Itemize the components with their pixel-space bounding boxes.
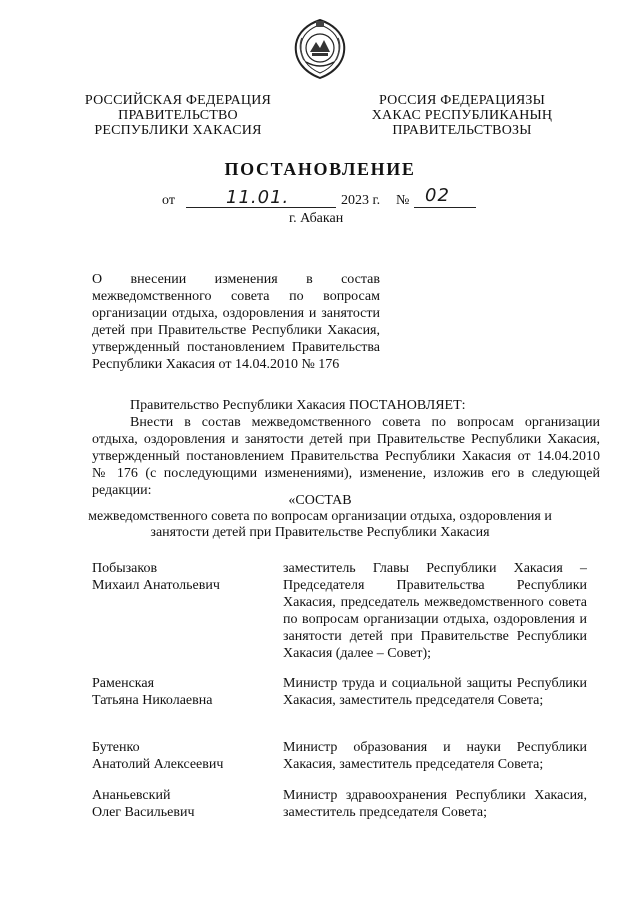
composition-title-line: «СОСТАВ <box>288 493 352 508</box>
member-surname: Ананьевский <box>92 788 171 803</box>
subject-line: организации отдыха, оздоровления и занятости <box>92 306 380 321</box>
coat-of-arms-emblem <box>292 18 348 80</box>
header-left-line: РОССИЙСКАЯ ФЕДЕРАЦИЯ <box>84 93 272 108</box>
member-role <box>283 675 587 709</box>
role-line: заместитель председателя Совета; <box>283 805 487 820</box>
document-type-title: ПОСТАНОВЛЕНИЕ <box>224 159 416 179</box>
subject-line: утвержденный постановлением Правительства <box>92 340 380 355</box>
role-line: Хакасия, заместитель председателя Совета; <box>283 757 544 772</box>
date-year-label: 2023 г. <box>341 193 381 208</box>
document-subject <box>92 271 380 373</box>
number-underline <box>414 207 476 208</box>
body-line: отдыха, оздоровления и занятости детей при Правительстве Республики Хакасия, <box>92 432 600 447</box>
header-right-line: РОССИЯ ФЕДЕРАЦИЯЗЫ <box>378 93 546 108</box>
role-line: Хакасия, заместитель председателя Совета; <box>283 693 544 708</box>
composition-title-line: занятости детей при Правительстве Республики Хакасия <box>150 525 490 540</box>
body-line: утвержденный постановлением Правительства Республики Хакасия от 14.04.2010 <box>92 449 600 464</box>
resolution-body <box>92 414 600 499</box>
composition-title-line: межведомственного совета по вопросам организации отдыха, оздоровления и <box>88 509 552 524</box>
subject-line: О внесении изменения в состав <box>92 272 380 287</box>
header-left-line: ПРАВИТЕЛЬСТВО <box>118 108 238 123</box>
header-right <box>364 93 560 138</box>
member-surname: Бутенко <box>92 740 140 755</box>
member-name <box>92 739 223 773</box>
member-role <box>283 560 587 662</box>
role-line: Хакасия (далее – Совет); <box>283 646 432 661</box>
city-label: г. Абакан <box>289 211 344 226</box>
body-line: Внести в состав межведомственного совета по вопросам организации <box>130 415 600 430</box>
role-line: Председателя Правительства Республики <box>283 578 587 593</box>
member-name <box>92 787 195 821</box>
header-left-line: РЕСПУБЛИКИ ХАКАСИЯ <box>94 123 262 138</box>
number-label: № <box>396 193 410 208</box>
role-line: Министр труда и социальной защиты Республики <box>283 676 587 691</box>
header-left <box>82 93 274 138</box>
member-given-names: Татьяна Николаевна <box>92 693 213 708</box>
member-given-names: Анатолий Алексеевич <box>92 757 224 772</box>
composition-title <box>0 493 640 541</box>
header-right-line: ХАКАС РЕСПУБЛИКАНЫҢ <box>371 108 553 123</box>
role-line: заместитель Главы Республики Хакасия – <box>283 561 587 576</box>
member-given-names: Олег Васильевич <box>92 805 195 820</box>
member-given-names: Михаил Анатольевич <box>92 578 220 593</box>
subject-line: Республики Хакасия от 14.04.2010 № 176 <box>92 357 340 372</box>
member-name <box>92 675 212 709</box>
member-role <box>283 787 587 821</box>
role-line: по вопросам организации отдыха, оздоровления и <box>283 612 587 627</box>
header-right-line: ПРАВИТЕЛЬСТВОЗЫ <box>392 123 532 138</box>
subject-line: межведомственного совета по вопросам <box>92 289 380 304</box>
resolution-intro: Правительство Республики Хакасия ПОСТАНОВЛЯЕТ: <box>130 398 466 413</box>
date-from-label: от <box>162 193 175 208</box>
role-line: Хакасия, председатель межведомственного совета <box>283 595 587 610</box>
member-role <box>283 739 587 773</box>
member-surname: Раменская <box>92 676 155 691</box>
subject-line: детей при Правительстве Республики Хакасия, <box>92 323 380 338</box>
handwritten-number: 02 <box>425 185 450 206</box>
body-line: редакции: <box>92 483 152 498</box>
member-surname: Побызаков <box>92 561 158 576</box>
body-line: № 176 (с последующими изменениями), изменение, изложив его в следующей <box>92 466 600 481</box>
member-name <box>92 560 220 594</box>
handwritten-date: 11.01. <box>226 187 290 208</box>
role-line: Министр здравоохранения Республики Хакасия, <box>283 788 587 803</box>
role-line: занятости детей при Правительстве Республики <box>283 629 587 644</box>
role-line: Министр образования и науки Республики <box>283 740 587 755</box>
